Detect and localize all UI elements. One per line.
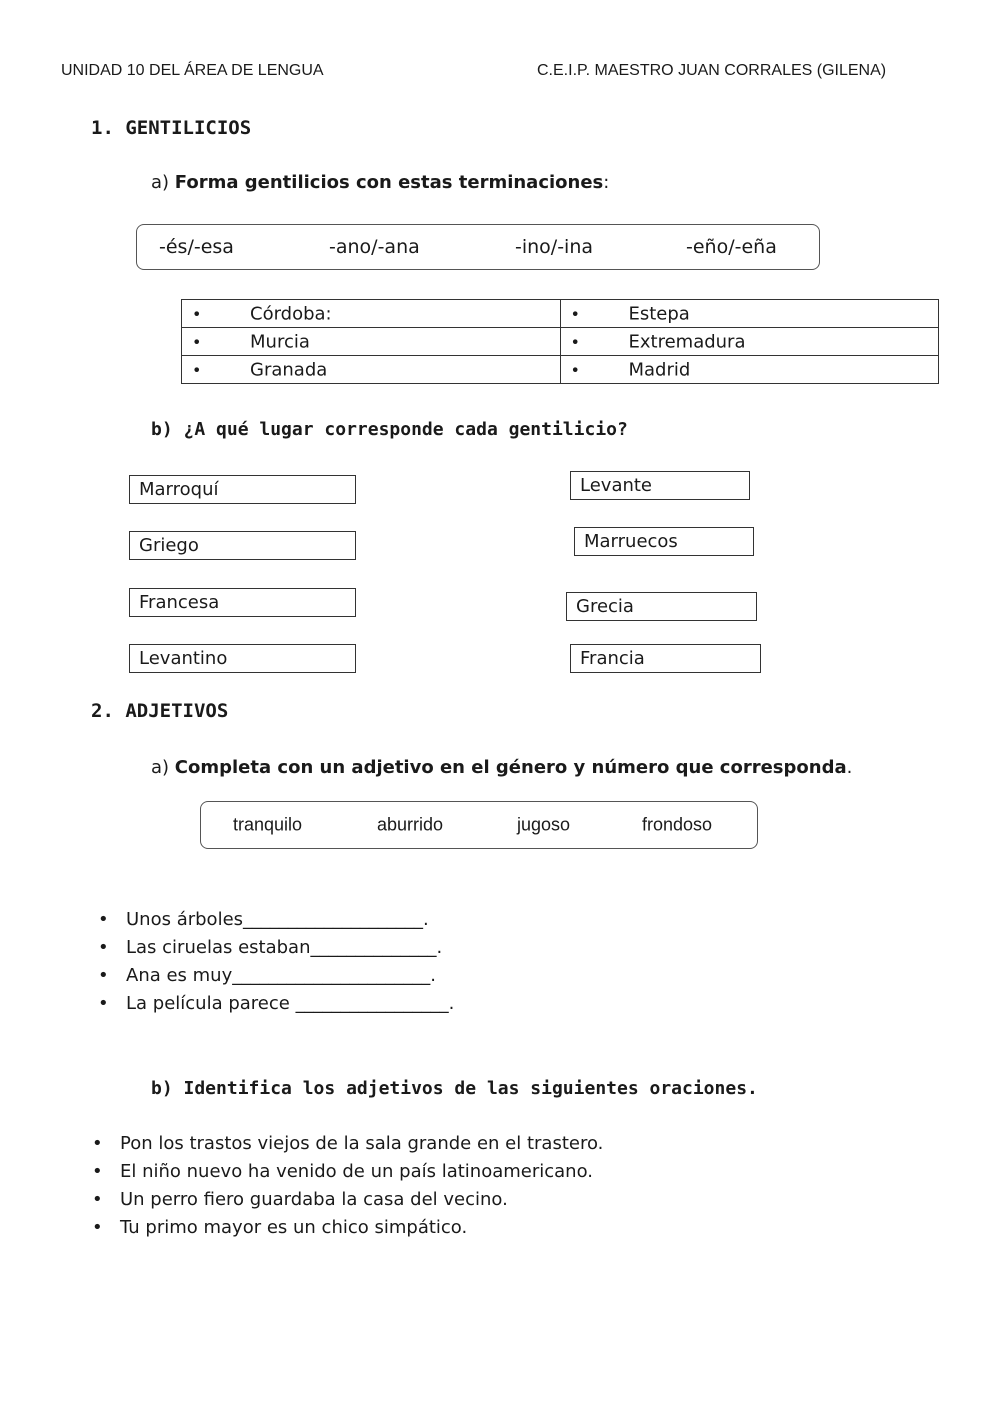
bullet: • [570, 332, 580, 351]
endings-box [136, 224, 820, 270]
bullet: • [192, 360, 202, 379]
place-box[interactable]: Francia [570, 644, 761, 673]
table-row [182, 356, 939, 384]
bullet: • [92, 1161, 103, 1182]
section2-b-instruction: b) Identifica los adjetivos de las siguientes oraciones. [151, 1078, 758, 1099]
header-right: C.E.I.P. MAESTRO JUAN CORRALES (GILENA) [537, 62, 887, 79]
bullet: • [192, 304, 202, 323]
gentilicio-box[interactable]: Francesa [129, 588, 356, 617]
section1-a-instruction [151, 172, 609, 193]
place-extremadura: Extremadura [628, 331, 746, 352]
bullet: • [570, 304, 580, 323]
sentence-text: Pon los trastos viejos de la sala grande en el trastero. [120, 1133, 604, 1154]
bullet: • [92, 1217, 103, 1238]
bullet: • [92, 1133, 103, 1154]
section2-a-end: . [846, 757, 853, 778]
section1-a-text: Forma gentilicios con estas terminaciones [174, 172, 604, 193]
section1-b-instruction: b) ¿A qué lugar corresponde cada gentilicio? [151, 419, 628, 440]
place-box[interactable]: Levante [570, 471, 750, 500]
fill-item-text: Ana es muy______________________. [126, 965, 436, 986]
ending-3: -ino/-ina [515, 236, 594, 258]
place-box[interactable]: Marruecos [574, 527, 754, 556]
place-estepa: Estepa [628, 303, 690, 324]
table-cell [560, 328, 939, 356]
place-cordoba: Córdoba: [250, 303, 332, 324]
word-1: tranquilo [233, 814, 303, 835]
table-cell [182, 300, 561, 328]
table-row [182, 328, 939, 356]
table-row [182, 300, 939, 328]
section2-a-text: Completa con un adjetivo en el género y número que corresponda [174, 757, 847, 778]
sentence-text: Un perro fiero guardaba la casa del vecino. [120, 1189, 508, 1210]
word-4: frondoso [642, 814, 713, 835]
ending-4: -eño/-eña [686, 236, 777, 258]
ending-2: -ano/-ana [329, 236, 420, 258]
bullet: • [98, 993, 109, 1014]
place-box[interactable]: Grecia [566, 592, 757, 621]
places-table [181, 299, 939, 384]
bullet: • [98, 965, 109, 986]
place-granada: Granada [250, 359, 328, 380]
gentilicio-box[interactable]: Marroquí [129, 475, 356, 504]
word-2: aburrido [377, 814, 444, 835]
sentence-text: Tu primo mayor es un chico simpático. [120, 1217, 468, 1238]
bullet: • [98, 909, 109, 930]
gentilicio-box[interactable]: Griego [129, 531, 356, 560]
section2-a-letter: a) [151, 757, 170, 778]
bullet: • [92, 1189, 103, 1210]
fill-item-text: Unos árboles____________________. [126, 909, 429, 930]
section1-a-letter: a) [151, 172, 170, 193]
bullet: • [98, 937, 109, 958]
fill-item-text: Las ciruelas estaban______________. [126, 937, 443, 958]
sentence-text: El niño nuevo ha venido de un país latinoamericano. [120, 1161, 594, 1182]
place-murcia: Murcia [250, 331, 310, 352]
table-cell [560, 300, 939, 328]
word-3: jugoso [517, 814, 571, 835]
ending-1: -és/-esa [159, 236, 234, 258]
gentilicio-box[interactable]: Levantino [129, 644, 356, 673]
bullet: • [192, 332, 202, 351]
table-cell [182, 356, 561, 384]
adjectives-box [200, 801, 758, 849]
table-cell [560, 356, 939, 384]
section2-title: 2. ADJETIVOS [91, 700, 229, 722]
section1-a-end: : [603, 172, 610, 193]
section2-a-instruction [151, 757, 852, 778]
header-left: UNIDAD 10 DEL ÁREA DE LENGUA [61, 62, 324, 79]
bullet: • [570, 360, 580, 379]
place-madrid: Madrid [628, 359, 691, 380]
fill-item-text: La película parece _________________. [126, 993, 455, 1014]
section1-title: 1. GENTILICIOS [91, 117, 252, 139]
table-cell [182, 328, 561, 356]
